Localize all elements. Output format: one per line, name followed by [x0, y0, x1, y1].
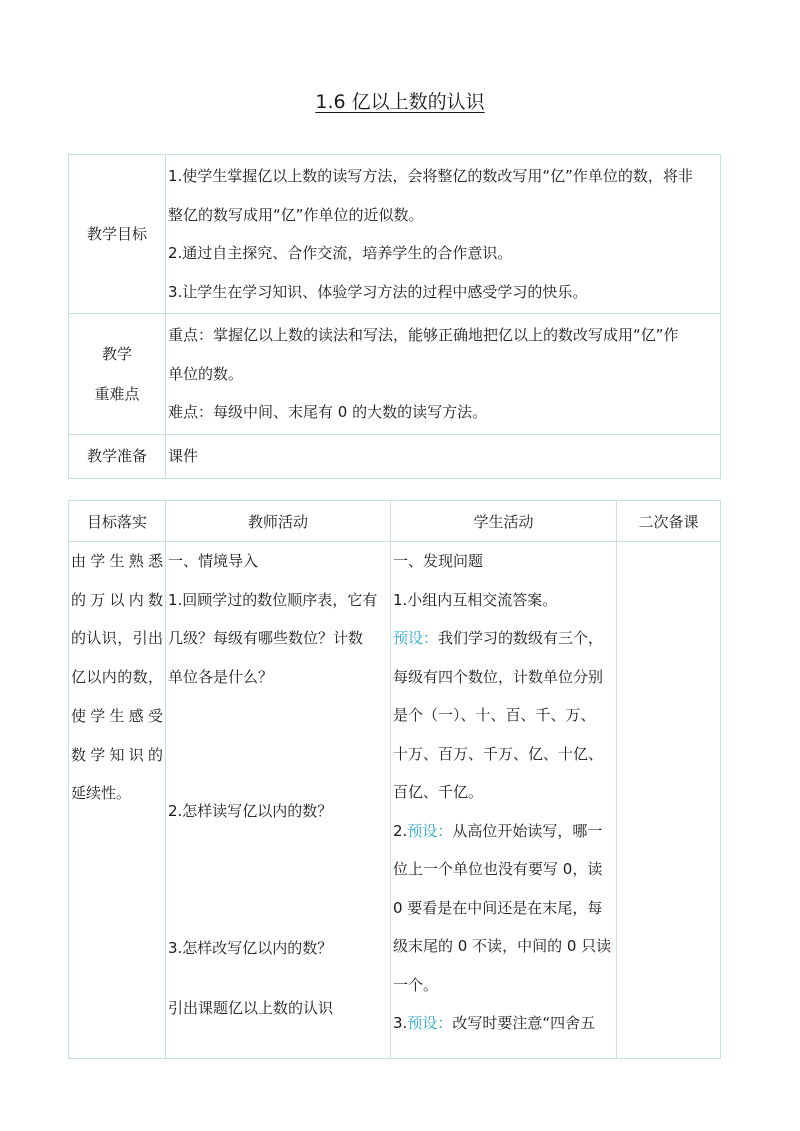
keypoints-content — [166, 314, 721, 435]
goal-line: 1.使学生掌握亿以上数的读写方法，会将整亿的数改写用“亿”作单位的数，将非 — [168, 167, 693, 185]
prep-value: 课件 — [166, 435, 721, 479]
activity-table — [68, 500, 721, 1059]
prep-label: 教学准备 — [69, 435, 166, 479]
prep-row — [69, 435, 721, 479]
keypoint-line: 难点：每级中间、末尾有 0 的大数的读写方法。 — [168, 403, 488, 421]
teacher-intro: 引出课题亿以上数的认识 — [168, 999, 334, 1017]
keypoints-row — [69, 314, 721, 435]
goal-line: 整亿的数写成用“亿”作单位的近似数。 — [168, 205, 424, 224]
goal-line: 2.通过自主探究、合作交流，培养学生的合作意识。 — [168, 244, 513, 262]
goals-label: 教学目标 — [69, 155, 166, 314]
revision-notes — [617, 542, 721, 1059]
teacher-q3: 3.怎样改写亿以内的数？ — [168, 938, 333, 957]
activity-body-row — [69, 542, 721, 1059]
header-teacher: 教师活动 — [166, 501, 391, 542]
header-goal: 目标落实 — [69, 501, 166, 542]
keypoint-line: 重点：掌握亿以上数的读法和写法，能够正确地把亿以上的数改写成用“亿”作 — [168, 326, 679, 344]
goal-implementation: 由学生熟悉 的万以内数 的认识，引出 亿以内的数， 使学生感受 数学知识的 延续性。 — [69, 542, 166, 1059]
header-revision: 二次备课 — [617, 501, 721, 542]
goal-line: 3.让学生在学习知识、体验学习方法的过程中感受学习的快乐。 — [168, 282, 588, 301]
goals-row — [69, 155, 721, 314]
keypoint-line: 单位的数。 — [168, 364, 244, 383]
keypoints-label: 教学 重难点 — [69, 314, 166, 435]
teacher-activity: 一、情境导入 1.回顾学过的数位顺序表，它有 几级？每级有哪些数位？计数 单位各是什么？ 2.怎样读写亿以内的数？ 3.怎样改写亿以内的数？ 引出课题亿以上数的认识 — [166, 542, 391, 1059]
student-heading: 一、发现问题 — [393, 552, 484, 570]
student-activity: 一、发现问题 1.小组内互相交流答案。 预设：我们学习的数级有三个， 每级有四个数位，计数单位分别 是个（一）、十、百、千、万、 十万、百万、千万、亿、十亿、 百亿、千亿。 2.预设：从高位开始读写，哪一 位上一个单位也没有要写 0，读 0 要看是在中间还是在末尾，每 级末尾的 0 不读，中间的 0 只读 一个。 3.预设：改写时要注意“四舍五 — [391, 542, 617, 1059]
activity-header-row — [69, 501, 721, 542]
teacher-heading: 一、情境导入 — [168, 552, 259, 570]
header-student: 学生活动 — [391, 501, 617, 542]
page-title: 1.6 亿以上数的认识 — [315, 91, 485, 113]
goals-content — [166, 155, 721, 314]
teacher-q2: 2.怎样读写亿以内的数？ — [168, 802, 333, 820]
lesson-plan-table — [68, 154, 721, 479]
